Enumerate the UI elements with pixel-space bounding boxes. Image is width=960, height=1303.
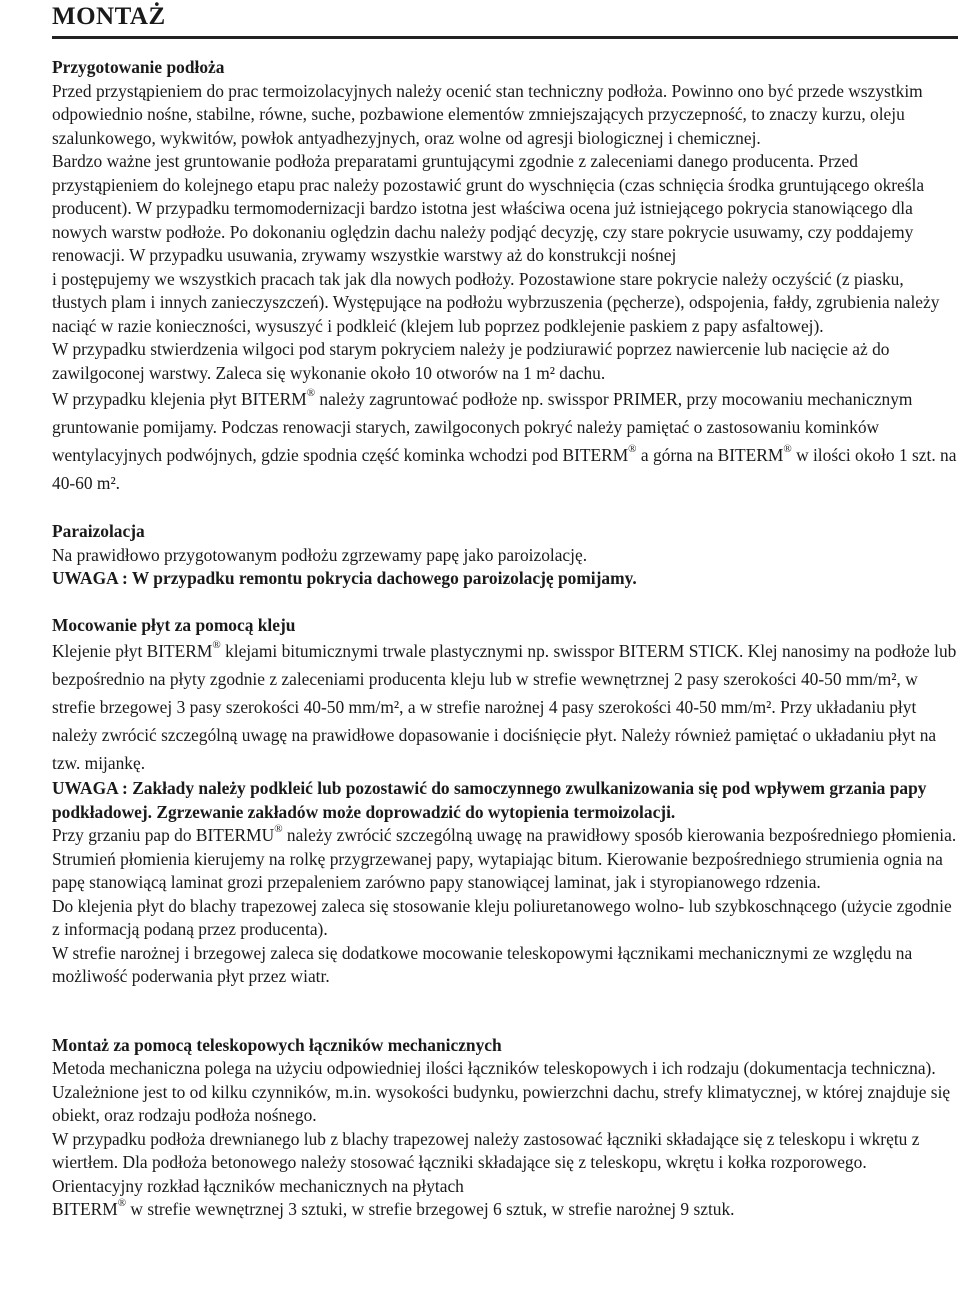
section-mocowanie: [52, 614, 958, 989]
text-run: należy zwrócić szczególną uwagę na prawidłowy sposób kierowania bezpośredniego płomienia. Strumień płomienia kierujemy na rolkę przygrzewanej papy, wytapiając bitum. Kierowanie bezpośredniego strumienia ognia na papę stanowiącą laminat grozi przepaleniem zarówno papy stanowiącej laminat, jak i styropianowego rdzenia.: [52, 825, 957, 892]
document-body: [52, 56, 958, 1222]
registered-mark: ®: [783, 443, 792, 455]
section-heading-przygotowanie: Przygotowanie podłoża: [52, 57, 225, 77]
text-run: Klejenie płyt BITERM: [52, 641, 213, 661]
text-run: w ilości około 1 szt. na 40‑60 m².: [52, 445, 957, 493]
paragraph: [52, 1198, 958, 1222]
warning-text: UWAGA : W przypadku remontu pokrycia dachowego paroizolację pomijamy.: [52, 568, 637, 588]
page-title: MONTAŻ: [52, 3, 166, 30]
paragraph: Przed przystąpieniem do prac termoizolacyjnych należy ocenić stan techniczny podłoża. Powinno ono być przede wszystkim odpowiednio nośne, stabilne, równe, suche, pozbawione elementów zmniejszających przyczepność, to znaczy kurzu, oleju szalunkowego, wykwitów, powłok antyadhezyjnych, oraz wolne od agresji biologicznej i chemicznej.: [52, 80, 923, 148]
paragraph: Na prawidłowo przygotowanym podłożu zgrzewamy papę jako paroizolację.: [52, 544, 588, 565]
registered-mark: ®: [306, 387, 316, 399]
section-heading-montaz-teleskopowy: Montaż za pomocą teleskopowych łączników mechanicznych: [52, 1034, 502, 1055]
text-run: a górna na BITERM: [636, 445, 784, 465]
text-run: należy zagruntować podłoże np. swisspor PRIMER, przy mocowaniu mechanicznym gruntowanie pomijamy. Podczas renowacji starych, zawilgoconych pokryć należy pamiętać o zastosowaniu kominków wentylacyjnych podwójnych, gdzie spodnia część kominka wchodzi pod BITERM: [52, 389, 913, 465]
registered-mark: ®: [628, 443, 637, 455]
paragraph: W strefie narożnej i brzegowej zaleca się dodatkowe mocowanie teleskopowymi łącznikami mechanicznymi ze względu na możliwość poderwania płyt przez wiatr.: [52, 942, 913, 986]
text-run: Przy grzaniu pap do BITERMU: [52, 825, 275, 845]
paragraph: [52, 824, 958, 895]
paragraph: Metoda mechaniczna polega na użyciu odpowiedniej ilości łączników teleskopowych i ich rodzaju (dokumentacja techniczna). Uzależnione jest to od kilku czynników, m.in. wysokości budynku, powierzchni dachu, strefy klimatycznej, w której znajduje się obiekt, oraz rodzaju podłoża nośnego.: [52, 1058, 951, 1125]
section-heading-mocowanie: Mocowanie płyt za pomocą kleju: [52, 614, 296, 635]
section-przygotowanie: [52, 56, 958, 497]
text-run: W przypadku klejenia płyt BITERM: [52, 389, 307, 409]
text-run: BITERM: [52, 1199, 118, 1219]
header-rule: [52, 36, 958, 39]
warning-text: UWAGA : Zakłady należy podkleić lub pozostawić do samoczynnego zwulkanizowania się pod wpływem grzania papy podkładowej. Zgrzewanie zakładów może doprowadzić do wytopienia termoizolacji.: [52, 778, 927, 822]
paragraph: Do klejenia płyt do blachy trapezowej zaleca się stosowanie kleju poliuretanowego wolno- lub szybkoschnącego (użycie zgodnie z informacją podaną przez producenta).: [52, 895, 952, 939]
section-paraizolacja: [52, 520, 958, 591]
paragraph: [52, 637, 958, 777]
section-heading-paraizolacja: Paraizolacja: [52, 521, 145, 541]
registered-mark: ®: [212, 639, 221, 651]
registered-mark: ®: [274, 823, 283, 835]
paragraph: Bardzo ważne jest gruntowanie podłoża preparatami gruntującymi zgodnie z zaleceniami danego producenta. Przed przystąpieniem do kolejnego etapu prac należy pozostawić grunt do wyschnięcia (czas schnięcia środka gruntującego określa producent). W przypadku termomodernizacji bardzo istotna jest właściwa ocena już istniejącego pokrycia stanowiącego dla nowych warstw podłoże. Po dokonaniu oględzin dachu należy podjąć decyzję, czy stare pokrycie usuwamy, czy poddajemy renowacji. W przypadku usuwania, zrywamy wszystkie warstwy aż do konstrukcji nośnej: [52, 151, 925, 265]
paragraph: W przypadku podłoża drewnianego lub z blachy trapezowej należy zastosować łączniki składające się z teleskopu i wkrętu z wiertłem. Dla podłoża betonowego należy stosować łączniki składające się z teleskopu, wkrętu i kołka rozporowego. Orientacyjny rozkład łączników mechanicznych na płytach: [52, 1128, 920, 1196]
paragraph: i postępujemy we wszystkich pracach tak jak dla nowych podłoży. Pozostawione stare pokrycie należy oczyścić (z piasku, tłustych plam i innych zanieczyszczeń). Występujące na podłożu wybrzuszenia (pęcherze), odspojenia, fałdy, zgrubienia należy naciąć w razie konieczności, wysuszyć i podkleić (klejem lub poprzez podklejenie paskiem z papy asfaltowej).: [52, 268, 940, 336]
registered-mark: ®: [117, 1197, 127, 1209]
text-run: w strefie wewnętrznej 3 sztuki, w strefie brzegowej 6 sztuk, w strefie narożnej 9 sztuk.: [126, 1199, 735, 1219]
paragraph: [52, 385, 958, 497]
text-run: klejami bitumicznymi trwale plastycznymi np. swisspor BITERM STICK. Klej nanosimy na podłoże lub bezpośrednio na płyty zgodnie z zaleceniami producenta kleju lub w strefie wewnętrznej 2 pasy szerokości 40‑50 mm/m², w strefie brzegowej 3 pasy szerokości 40‑50 mm/m², a w strefie narożnej 4 pasy szerokości 40‑50 mm/m². Przy układaniu płyt należy zwrócić szczególną uwagę na prawidłowe dopasowanie i dociśnięcie płyt. Należy również pamiętać o układaniu płyt na tzw. mijankę.: [52, 641, 957, 773]
paragraph: W przypadku stwierdzenia wilgoci pod starym pokryciem należy je podziurawić poprzez nawiercenie lub nacięcie aż do zawilgoconej warstwy. Zaleca się wykonanie około 10 otworów na 1 m² dachu.: [52, 339, 890, 383]
section-montaz-teleskopowy: [52, 1034, 958, 1222]
